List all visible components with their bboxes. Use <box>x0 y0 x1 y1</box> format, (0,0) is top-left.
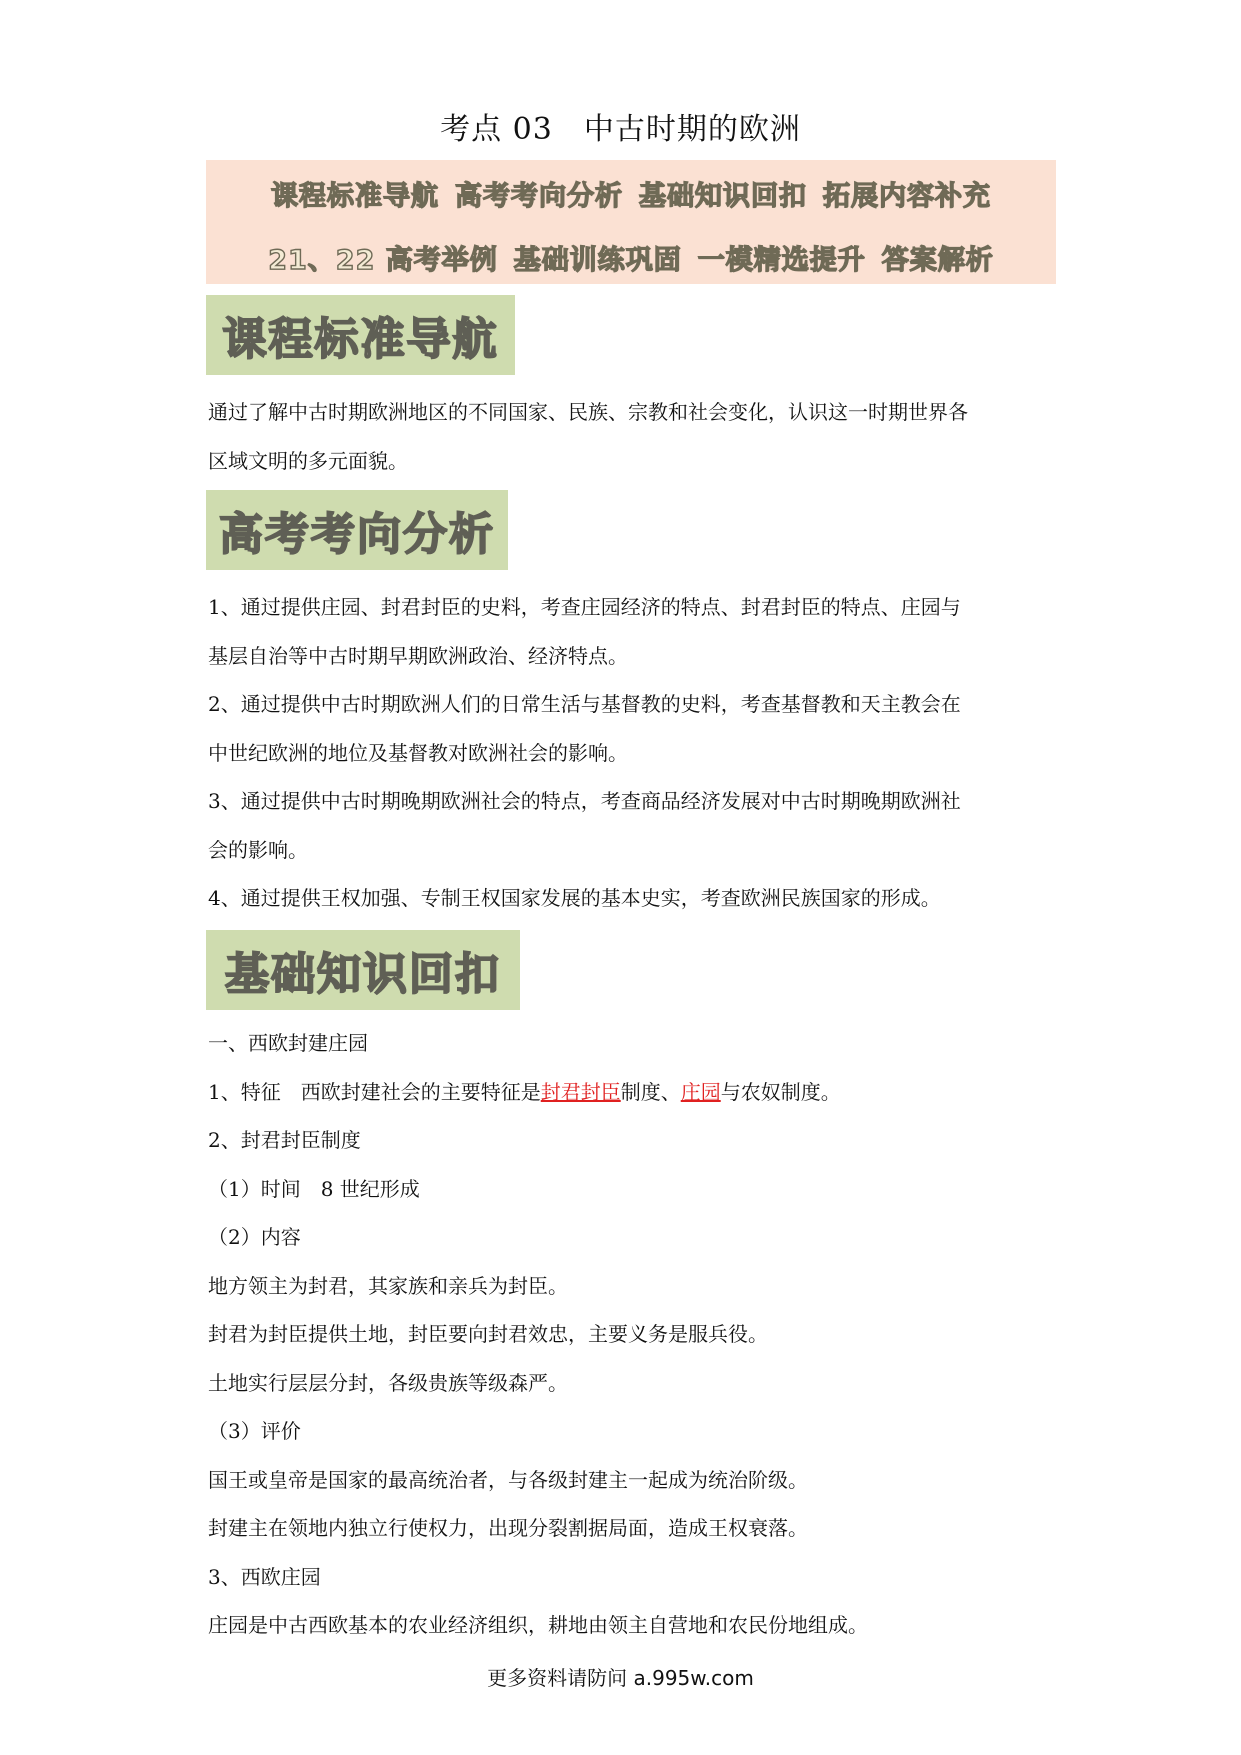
nav-banner <box>206 160 1056 284</box>
paragraph-line: 封君为封臣提供土地，封臣要向封君效忠，主要义务是服兵役。 <box>208 1322 768 1346</box>
feature-line: 1、特征 西欧封建社会的主要特征是封君封臣制度、庄园与农奴制度。 <box>208 1080 841 1104</box>
paragraph-line: 2、通过提供中古时期欧洲人们的日常生活与基督教的史料，考查基督教和天主教会在 <box>208 692 961 716</box>
paragraph-line: 3、通过提供中古时期晚期欧洲社会的特点，考查商品经济发展对中古时期晚期欧洲社 <box>208 789 961 813</box>
paragraph-line: 1、通过提供庄园、封君封臣的史料，考查庄园经济的特点、封君封臣的特点、庄园与 <box>208 595 961 619</box>
paragraph-line: 封建主在领地内独立行使权力，出现分裂割据局面，造成王权衰落。 <box>208 1516 808 1540</box>
paragraph-line: 3、西欧庄园 <box>208 1565 321 1589</box>
paragraph-line: 通过了解中古时期欧洲地区的不同国家、民族、宗教和社会变化，认识这一时期世界各 <box>208 400 968 424</box>
section-heading-course-standard: 课程标准导航 <box>206 295 515 375</box>
section-heading-exam-analysis: 高考考向分析 <box>206 490 508 570</box>
paragraph-line: （1）时间 8 世纪形成 <box>208 1177 420 1201</box>
footer-link[interactable]: 更多资料请防问 a.995w.com <box>487 1666 754 1690</box>
paragraph-line: 会的影响。 <box>208 838 308 862</box>
paragraph-line: （3）评价 <box>208 1419 301 1443</box>
paragraph-line: 土地实行层层分封，各级贵族等级森严。 <box>208 1371 568 1395</box>
paragraph-line: 基层自治等中古时期早期欧洲政治、经济特点。 <box>208 644 628 668</box>
paragraph-line: （2）内容 <box>208 1225 301 1249</box>
section-heading-basic-knowledge: 基础知识回扣 <box>206 930 520 1010</box>
paragraph-line: 中世纪欧洲的地位及基督教对欧洲社会的影响。 <box>208 741 628 765</box>
nav-row-2 <box>206 238 1056 277</box>
nav-link-exam-examples[interactable]: 21、22 高考举例 <box>268 245 498 276</box>
subsection-title: 一、西欧封建庄园 <box>208 1031 368 1055</box>
link-feudal-lord-vassal[interactable]: 封君封臣 <box>540 1080 621 1104</box>
nav-link-course-standard[interactable]: 课程标准导航 <box>271 181 439 212</box>
nav-link-exam-analysis[interactable]: 高考考向分析 <box>455 181 623 212</box>
page-title: 考点 03 中古时期的欧洲 <box>440 112 801 147</box>
paragraph-line: 国王或皇帝是国家的最高统治者，与各级封建主一起成为统治阶级。 <box>208 1468 808 1492</box>
paragraph-line: 区域文明的多元面貌。 <box>208 449 408 473</box>
paragraph-line: 地方领主为封君，其家族和亲兵为封臣。 <box>208 1274 568 1298</box>
paragraph-line: 庄园是中古西欧基本的农业经济组织，耕地由领主自营地和农民份地组成。 <box>208 1613 868 1637</box>
nav-row-1 <box>206 174 1056 213</box>
nav-link-basic-training[interactable]: 基础训练巩固 <box>513 245 682 276</box>
paragraph-line: 2、封君封臣制度 <box>208 1128 361 1152</box>
nav-link-basic-knowledge[interactable]: 基础知识回扣 <box>639 181 807 212</box>
nav-link-mock-selection[interactable]: 一模精选提升 <box>697 245 866 276</box>
nav-link-answers[interactable]: 答案解析 <box>881 245 994 276</box>
link-manor[interactable]: 庄园 <box>680 1080 721 1104</box>
paragraph-line: 4、通过提供王权加强、专制王权国家发展的基本史实，考查欧洲民族国家的形成。 <box>208 886 941 910</box>
nav-link-extension[interactable]: 拓展内容补充 <box>823 181 991 212</box>
